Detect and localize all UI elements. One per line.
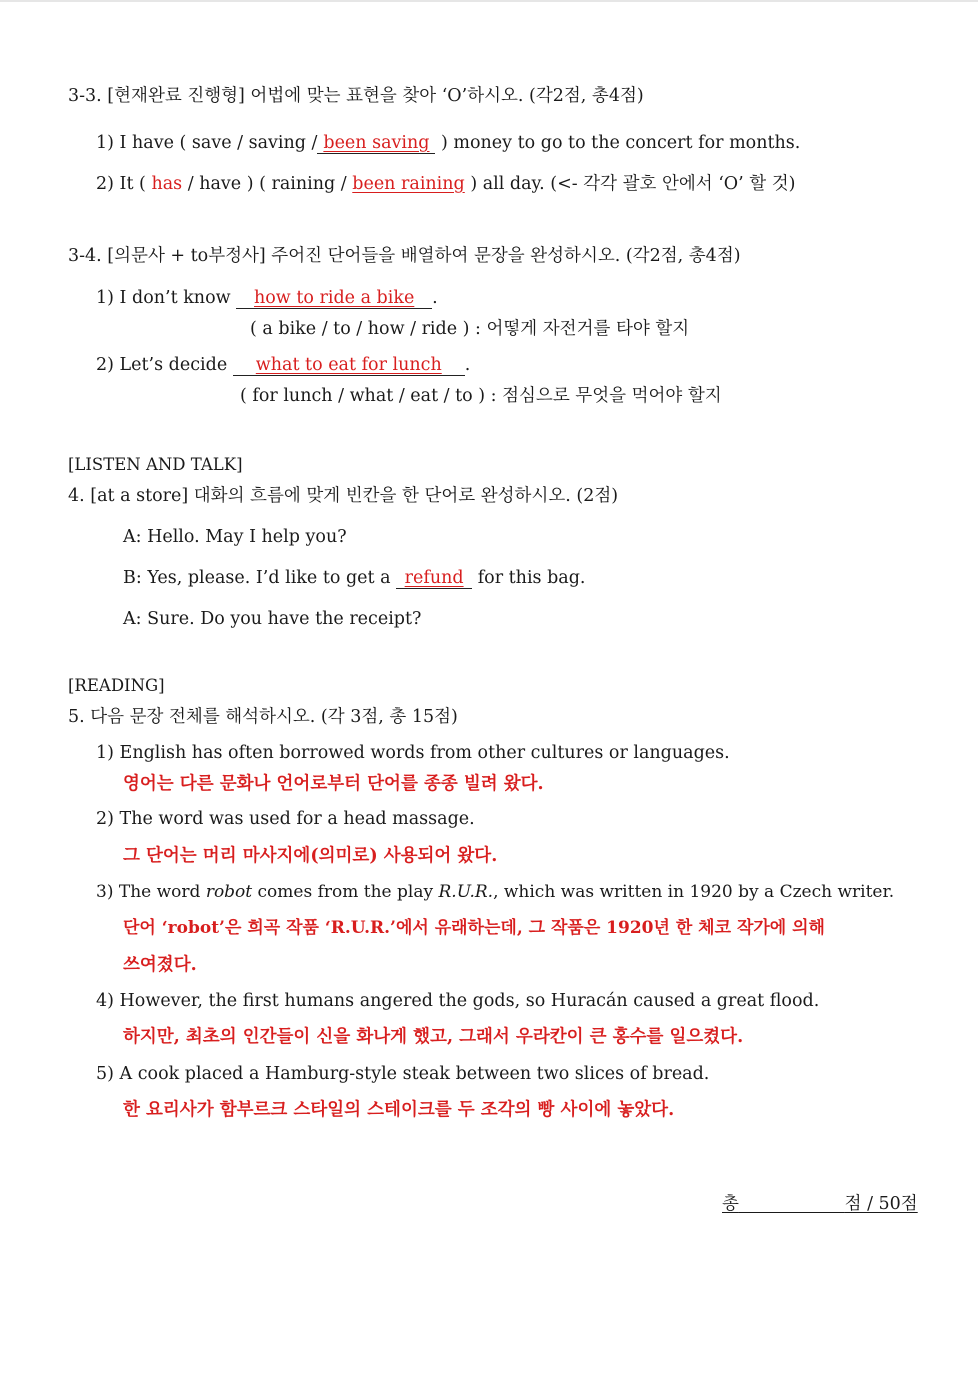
sentence-pre: I have ( save / saving / (119, 133, 318, 153)
sentence-mid: / have ) ( raining / (187, 174, 347, 194)
q34-header: 3-4. [의문사 + to부정사] 주어진 단어들을 배열하여 문장을 완성하시오. (각2점, 총4점) (68, 246, 741, 266)
answer-text: what to eat for lunch (255, 355, 442, 375)
dialogue-line-2 (123, 566, 586, 590)
english-mid: comes from the play (257, 882, 434, 902)
item-number: 5) (96, 1064, 114, 1084)
italic-rur: R.U.R. (438, 882, 494, 902)
sentence-pre: Let’s decide (119, 355, 228, 375)
score-blank (739, 1194, 845, 1214)
item-number: 1) (96, 288, 114, 308)
section-listen-and-talk: [LISTEN AND TALK] (68, 455, 243, 474)
sentence-post: . (432, 288, 438, 308)
reading-item-3-kr: 단어 ‘robot’은 희곡 작품 ‘R.U.R.’에서 유래하는데, 그 작품은 1920년 한 체코 작가에 의해 (123, 918, 825, 938)
reading-item-3-kr-cont: 쓰여졌다. (123, 955, 197, 975)
dialogue-line-3: A: Sure. Do you have the receipt? (123, 609, 422, 629)
english-sentence: English has often borrowed words from other cultures or languages. (119, 743, 730, 763)
answer-been-raining: been raining (352, 174, 465, 194)
english-sentence: The word was used for a head massage. (119, 809, 475, 829)
english-sentence: However, the first humans angered the gods, so Huracán caused a great flood. (119, 991, 820, 1011)
italic-robot: robot (205, 882, 253, 902)
english-post: , which was written in 1920 by a Czech writer. (493, 882, 895, 902)
answer-has: has (151, 174, 183, 194)
reading-item-1-en (96, 741, 730, 765)
reading-item-2-en (96, 807, 475, 831)
sentence-pre: It ( (119, 174, 146, 194)
reading-item-1-kr: 영어는 다른 문화나 언어로부터 단어를 종종 빌려 왔다. (123, 774, 544, 794)
score-label: 점 / 50점 (844, 1194, 918, 1214)
sentence-post: ) all day. (<- 각각 괄호 안에서 ‘O’ 할 것) (470, 174, 796, 194)
reading-item-3-en (96, 880, 894, 904)
answer-blank (396, 568, 472, 589)
english-pre: The word (118, 882, 201, 902)
reading-item-4-en (96, 989, 819, 1013)
reading-item-4-kr: 하지만, 최초의 인간들이 신을 화나게 했고, 그래서 우라칸이 큰 홍수를 일으켰다. (123, 1027, 744, 1047)
item-number: 4) (96, 991, 114, 1011)
sentence-post: ) money to go to the concert for months. (441, 133, 801, 153)
item-number: 2) (96, 174, 114, 194)
sentence-pre: I don’t know (119, 288, 231, 308)
total-score (722, 1192, 918, 1216)
item-number: 1) (96, 133, 114, 153)
item-number: 3) (96, 882, 114, 902)
q33-item-1 (96, 131, 800, 155)
reading-item-5-kr: 한 요리사가 함부르크 스타일의 스테이크를 두 조각의 빵 사이에 놓았다. (123, 1100, 675, 1120)
q5-header: 5. 다음 문장 전체를 해석하시오. (각 3점, 총 15점) (68, 707, 458, 727)
answer-blank (233, 355, 465, 376)
total-label: 총 (722, 1194, 739, 1214)
q33-item-2 (96, 172, 795, 196)
answer-text: refund (404, 568, 464, 588)
q4-header: 4. [at a store] 대화의 흐름에 맞게 빈칸을 한 단어로 완성하시오. (2점) (68, 486, 619, 506)
dialogue-line-1: A: Hello. May I help you? (123, 527, 347, 547)
section-reading: [READING] (68, 676, 165, 695)
answer-blank (317, 133, 435, 154)
q34-hint-2: ( for lunch / what / eat / to ) : 점심으로 무엇을 먹어야 할지 (240, 386, 722, 406)
reading-item-2-kr: 그 단어는 머리 마사지에(의미로) 사용되어 왔다. (123, 846, 498, 866)
item-number: 1) (96, 743, 114, 763)
q33-header: 3-3. [현재완료 진행형] 어법에 맞는 표현을 찾아 ‘O’하시오. (각2점, 총4점) (68, 86, 644, 106)
q34-hint-1: ( a bike / to / how / ride ) : 어떻게 자전거를 타야 할지 (250, 319, 690, 339)
answer-text: how to ride a bike (254, 288, 415, 308)
item-number: 2) (96, 355, 114, 375)
q34-item-1 (96, 286, 438, 310)
sentence-post: . (464, 355, 471, 375)
answer-text: been saving (323, 133, 430, 153)
item-number: 2) (96, 809, 114, 829)
dialogue-pre: B: Yes, please. I’d like to get a (123, 568, 391, 588)
reading-item-5-en (96, 1062, 709, 1086)
top-border (0, 0, 978, 2)
dialogue-post: for this bag. (477, 568, 586, 588)
answer-blank (236, 288, 432, 309)
english-sentence: A cook placed a Hamburg-style steak between two slices of bread. (119, 1064, 710, 1084)
q34-item-2 (96, 353, 470, 377)
